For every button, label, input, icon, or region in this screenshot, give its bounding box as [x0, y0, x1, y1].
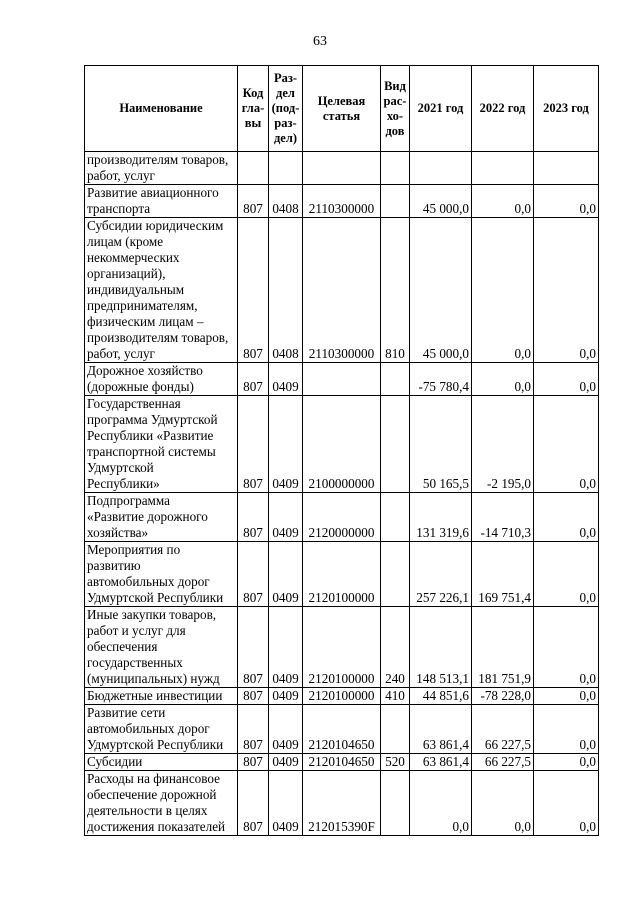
cell-type: [381, 493, 410, 542]
cell-section: 0409: [269, 688, 303, 705]
cell-target: 2100000000: [303, 396, 381, 493]
cell-target: 212015390F: [303, 771, 381, 836]
cell-code: [238, 152, 269, 185]
cell-2022: -2 195,0: [472, 396, 534, 493]
cell-2021: 148 513,1: [410, 607, 472, 688]
cell-section: 0409: [269, 771, 303, 836]
cell-name: Государственная программа Удмуртской Республики «Развитие транспортной системы Удмуртской Республики»: [85, 396, 238, 493]
cell-target: 2120000000: [303, 493, 381, 542]
table-row: [85, 705, 599, 754]
cell-2023: 0,0: [534, 396, 599, 493]
cell-section: 0408: [269, 185, 303, 218]
table-body: [85, 152, 599, 836]
cell-2021: 45 000,0: [410, 185, 472, 218]
table-row: [85, 152, 599, 185]
cell-name: Подпрограмма «Развитие дорожного хозяйства»: [85, 493, 238, 542]
cell-section: [269, 152, 303, 185]
cell-code: 807: [238, 705, 269, 754]
cell-code: 807: [238, 754, 269, 771]
cell-code: 807: [238, 185, 269, 218]
cell-2022: 0,0: [472, 363, 534, 396]
cell-name: производителям товаров, работ, услуг: [85, 152, 238, 185]
cell-2022: 0,0: [472, 218, 534, 363]
cell-name: Развитие сети автомобильных дорог Удмуртской Республики: [85, 705, 238, 754]
cell-target: 2120100000: [303, 542, 381, 607]
cell-name: Субсидии: [85, 754, 238, 771]
cell-2021: 257 226,1: [410, 542, 472, 607]
cell-name: Расходы на финансовое обеспечение дорожной деятельности в целях достижения показателей: [85, 771, 238, 836]
cell-type: [381, 363, 410, 396]
table-row: [85, 493, 599, 542]
table-row: [85, 396, 599, 493]
cell-code: 807: [238, 688, 269, 705]
cell-2022: [472, 152, 534, 185]
cell-section: 0409: [269, 607, 303, 688]
table-row: [85, 607, 599, 688]
cell-section: 0409: [269, 754, 303, 771]
cell-section: 0409: [269, 542, 303, 607]
cell-section: 0409: [269, 493, 303, 542]
cell-section: 0409: [269, 363, 303, 396]
cell-target: 2110300000: [303, 185, 381, 218]
cell-type: 410: [381, 688, 410, 705]
cell-target: 2120100000: [303, 688, 381, 705]
cell-2022: -14 710,3: [472, 493, 534, 542]
cell-target: [303, 363, 381, 396]
cell-2023: 0,0: [534, 363, 599, 396]
cell-code: 807: [238, 218, 269, 363]
cell-2023: 0,0: [534, 754, 599, 771]
header-2022: 2022 год: [472, 66, 534, 152]
cell-target: 2120100000: [303, 607, 381, 688]
cell-name: Субсидии юридическим лицам (кроме некоммерческих организаций), индивидуальным предпринимателям, физическим лицам – производителям товаров, работ, услуг: [85, 218, 238, 363]
cell-code: 807: [238, 363, 269, 396]
cell-2021: 0,0: [410, 771, 472, 836]
cell-target: 2120104650: [303, 754, 381, 771]
cell-type: 520: [381, 754, 410, 771]
cell-2022: 0,0: [472, 185, 534, 218]
cell-type: [381, 396, 410, 493]
cell-section: 0408: [269, 218, 303, 363]
header-target: Целевая статья: [303, 66, 381, 152]
cell-2021: -75 780,4: [410, 363, 472, 396]
cell-2022: 169 751,4: [472, 542, 534, 607]
header-section: Раз- дел (под- раз- дел): [269, 66, 303, 152]
cell-type: 810: [381, 218, 410, 363]
cell-2021: [410, 152, 472, 185]
cell-2021: 50 165,5: [410, 396, 472, 493]
budget-table: [84, 65, 599, 836]
header-2023: 2023 год: [534, 66, 599, 152]
cell-type: 240: [381, 607, 410, 688]
cell-target: [303, 152, 381, 185]
table-header-row: [85, 66, 599, 152]
cell-section: 0409: [269, 396, 303, 493]
cell-target: 2110300000: [303, 218, 381, 363]
cell-code: 807: [238, 542, 269, 607]
header-code: Код гла- вы: [238, 66, 269, 152]
cell-name: Дорожное хозяйство (дорожные фонды): [85, 363, 238, 396]
cell-section: 0409: [269, 705, 303, 754]
cell-2023: [534, 152, 599, 185]
cell-2022: 66 227,5: [472, 705, 534, 754]
cell-2023: 0,0: [534, 705, 599, 754]
cell-2021: 63 861,4: [410, 754, 472, 771]
table-row: [85, 688, 599, 705]
cell-name: Развитие авиационного транспорта: [85, 185, 238, 218]
cell-code: 807: [238, 396, 269, 493]
table-row: [85, 363, 599, 396]
cell-2023: 0,0: [534, 607, 599, 688]
cell-type: [381, 771, 410, 836]
cell-2021: 63 861,4: [410, 705, 472, 754]
cell-2023: 0,0: [534, 185, 599, 218]
page-number: 63: [313, 34, 327, 49]
cell-2023: 0,0: [534, 493, 599, 542]
header-2021: 2021 год: [410, 66, 472, 152]
cell-2023: 0,0: [534, 542, 599, 607]
cell-2021: 44 851,6: [410, 688, 472, 705]
cell-2023: 0,0: [534, 771, 599, 836]
table-row: [85, 542, 599, 607]
cell-code: 807: [238, 493, 269, 542]
table-row: [85, 218, 599, 363]
cell-2023: 0,0: [534, 688, 599, 705]
table-row: [85, 185, 599, 218]
cell-2021: 45 000,0: [410, 218, 472, 363]
cell-target: 2120104650: [303, 705, 381, 754]
cell-2021: 131 319,6: [410, 493, 472, 542]
cell-name: Иные закупки товаров, работ и услуг для обеспечения государственных (муниципальных) нужд: [85, 607, 238, 688]
cell-code: 807: [238, 771, 269, 836]
cell-2022: 0,0: [472, 771, 534, 836]
cell-name: Бюджетные инвестиции: [85, 688, 238, 705]
cell-name: Мероприятия по развитию автомобильных дорог Удмуртской Республики: [85, 542, 238, 607]
table-row: [85, 771, 599, 836]
cell-type: [381, 152, 410, 185]
header-name: Наименование: [85, 66, 238, 152]
cell-code: 807: [238, 607, 269, 688]
cell-2023: 0,0: [534, 218, 599, 363]
header-type: Вид рас- хо- дов: [381, 66, 410, 152]
cell-type: [381, 185, 410, 218]
cell-type: [381, 542, 410, 607]
cell-type: [381, 705, 410, 754]
cell-2022: 181 751,9: [472, 607, 534, 688]
cell-2022: 66 227,5: [472, 754, 534, 771]
table-row: [85, 754, 599, 771]
cell-2022: -78 228,0: [472, 688, 534, 705]
